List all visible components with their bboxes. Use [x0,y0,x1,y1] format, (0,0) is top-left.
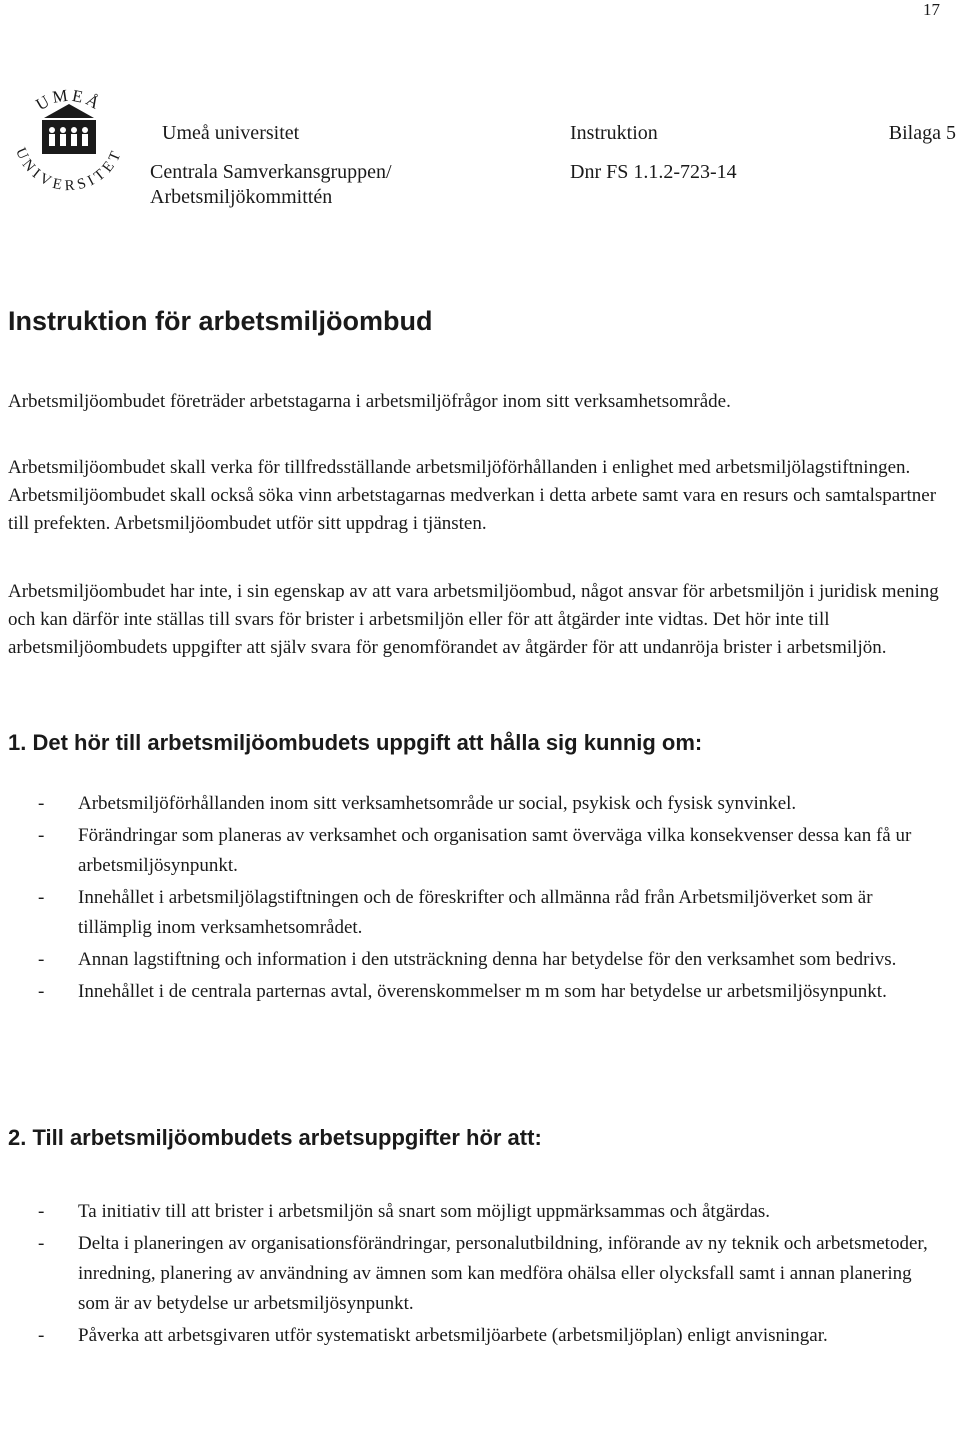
list-item: - Arbetsmiljöförhållanden inom sitt verksamhetsområde ur social, psykisk och fysisk synvinkel. [38,793,797,814]
svg-text:UNIVERSITET: UNIVERSITET [12,145,126,195]
list-item: - Delta i planeringen av organisationsförändringar, personalutbildning, införande av ny teknik och arbetsmetoder, inredning, planering av användning av ämnen som kan medföra ohälsa eller olycksfall samt i annan planering som är av betydelse ur arbetsmiljösynpunkt. [38,1233,928,1314]
intro-paragraph-1: Arbetsmiljöombudet företräder arbetstagarna i arbetsmiljöfrågor inom sitt verksamhetsområde. [8,391,731,412]
list-item: - Ta initiativ till att brister i arbetsmiljön så snart som möjligt uppmärksammas och åtgärdas. [38,1201,771,1222]
page-number: 17 [923,0,940,19]
intro-paragraph-3: Arbetsmiljöombudet har inte, i sin egenskap av att vara arbetsmiljöombud, något ansvar för arbetsmiljön i juridisk mening och kan därför inte ställas till svars för brister i arbetsmiljön eller för att åtgärder inte vidtas. Det hör inte till arbetsmiljöombudets uppgifter att själv svara för genomförandet av åtgärder för att undanröja brister i arbetsmiljön. [8,581,939,658]
header-appendix: Bilaga 5 [888,122,956,144]
header-university: Umeå universitet [162,122,300,144]
list-item: - Annan lagstiftning och information i den utsträckning denna har betydelse för den verksamhet som bedrivs. [38,949,897,970]
section-1-heading: 1. Det hör till arbetsmiljöombudets uppgift att hålla sig kunnig om: [8,730,703,755]
header-dnr: Dnr FS 1.1.2-723-14 [570,161,737,183]
header-doc-type: Instruktion [570,122,658,144]
university-logo [6,80,132,206]
header-group-line1: Centrala Samverkansgruppen/ [150,161,392,183]
header-group-line2: Arbetsmiljökommittén [150,186,333,208]
intro-paragraph-2: Arbetsmiljöombudet skall verka för tillfredsställande arbetsmiljöförhållanden i enlighet med arbetsmiljölagstiftningen. Arbetsmiljöombudet skall också söka vinn arbetstagarnas medverkan i detta arbete samt vara en resurs och samtalspartner till prefekten. Arbetsmiljöombudet utför sitt uppdrag i tjänsten. [8,457,937,534]
list-item: - Innehållet i arbetsmiljölagstiftningen och de föreskrifter och allmänna råd från Arbetsmiljöverket som är tillämplig inom verksamhetsområdet. [38,887,873,938]
document-title: Instruktion för arbetsmiljöombud [8,306,433,336]
list-item: - Förändringar som planeras av verksamhet och organisation samt överväga vilka konsekvenser dessa kan få ur arbetsmiljösynpunkt. [38,825,912,876]
list-item: - Innehållet i de centrala parternas avtal, överenskommelser m m som har betydelse ur arbetsmiljösynpunkt. [38,981,887,1002]
svg-text:UMEÅ: UMEÅ [32,85,106,115]
section-2-list [0,1197,940,1353]
section-1-list [0,789,940,1009]
list-item: - Påverka att arbetsgivaren utför systematiskt arbetsmiljöarbete (arbetsmiljöplan) enligt anvisningar. [38,1325,828,1346]
section-2-heading: 2. Till arbetsmiljöombudets arbetsuppgifter hör att: [8,1125,542,1150]
header-group [150,160,392,210]
